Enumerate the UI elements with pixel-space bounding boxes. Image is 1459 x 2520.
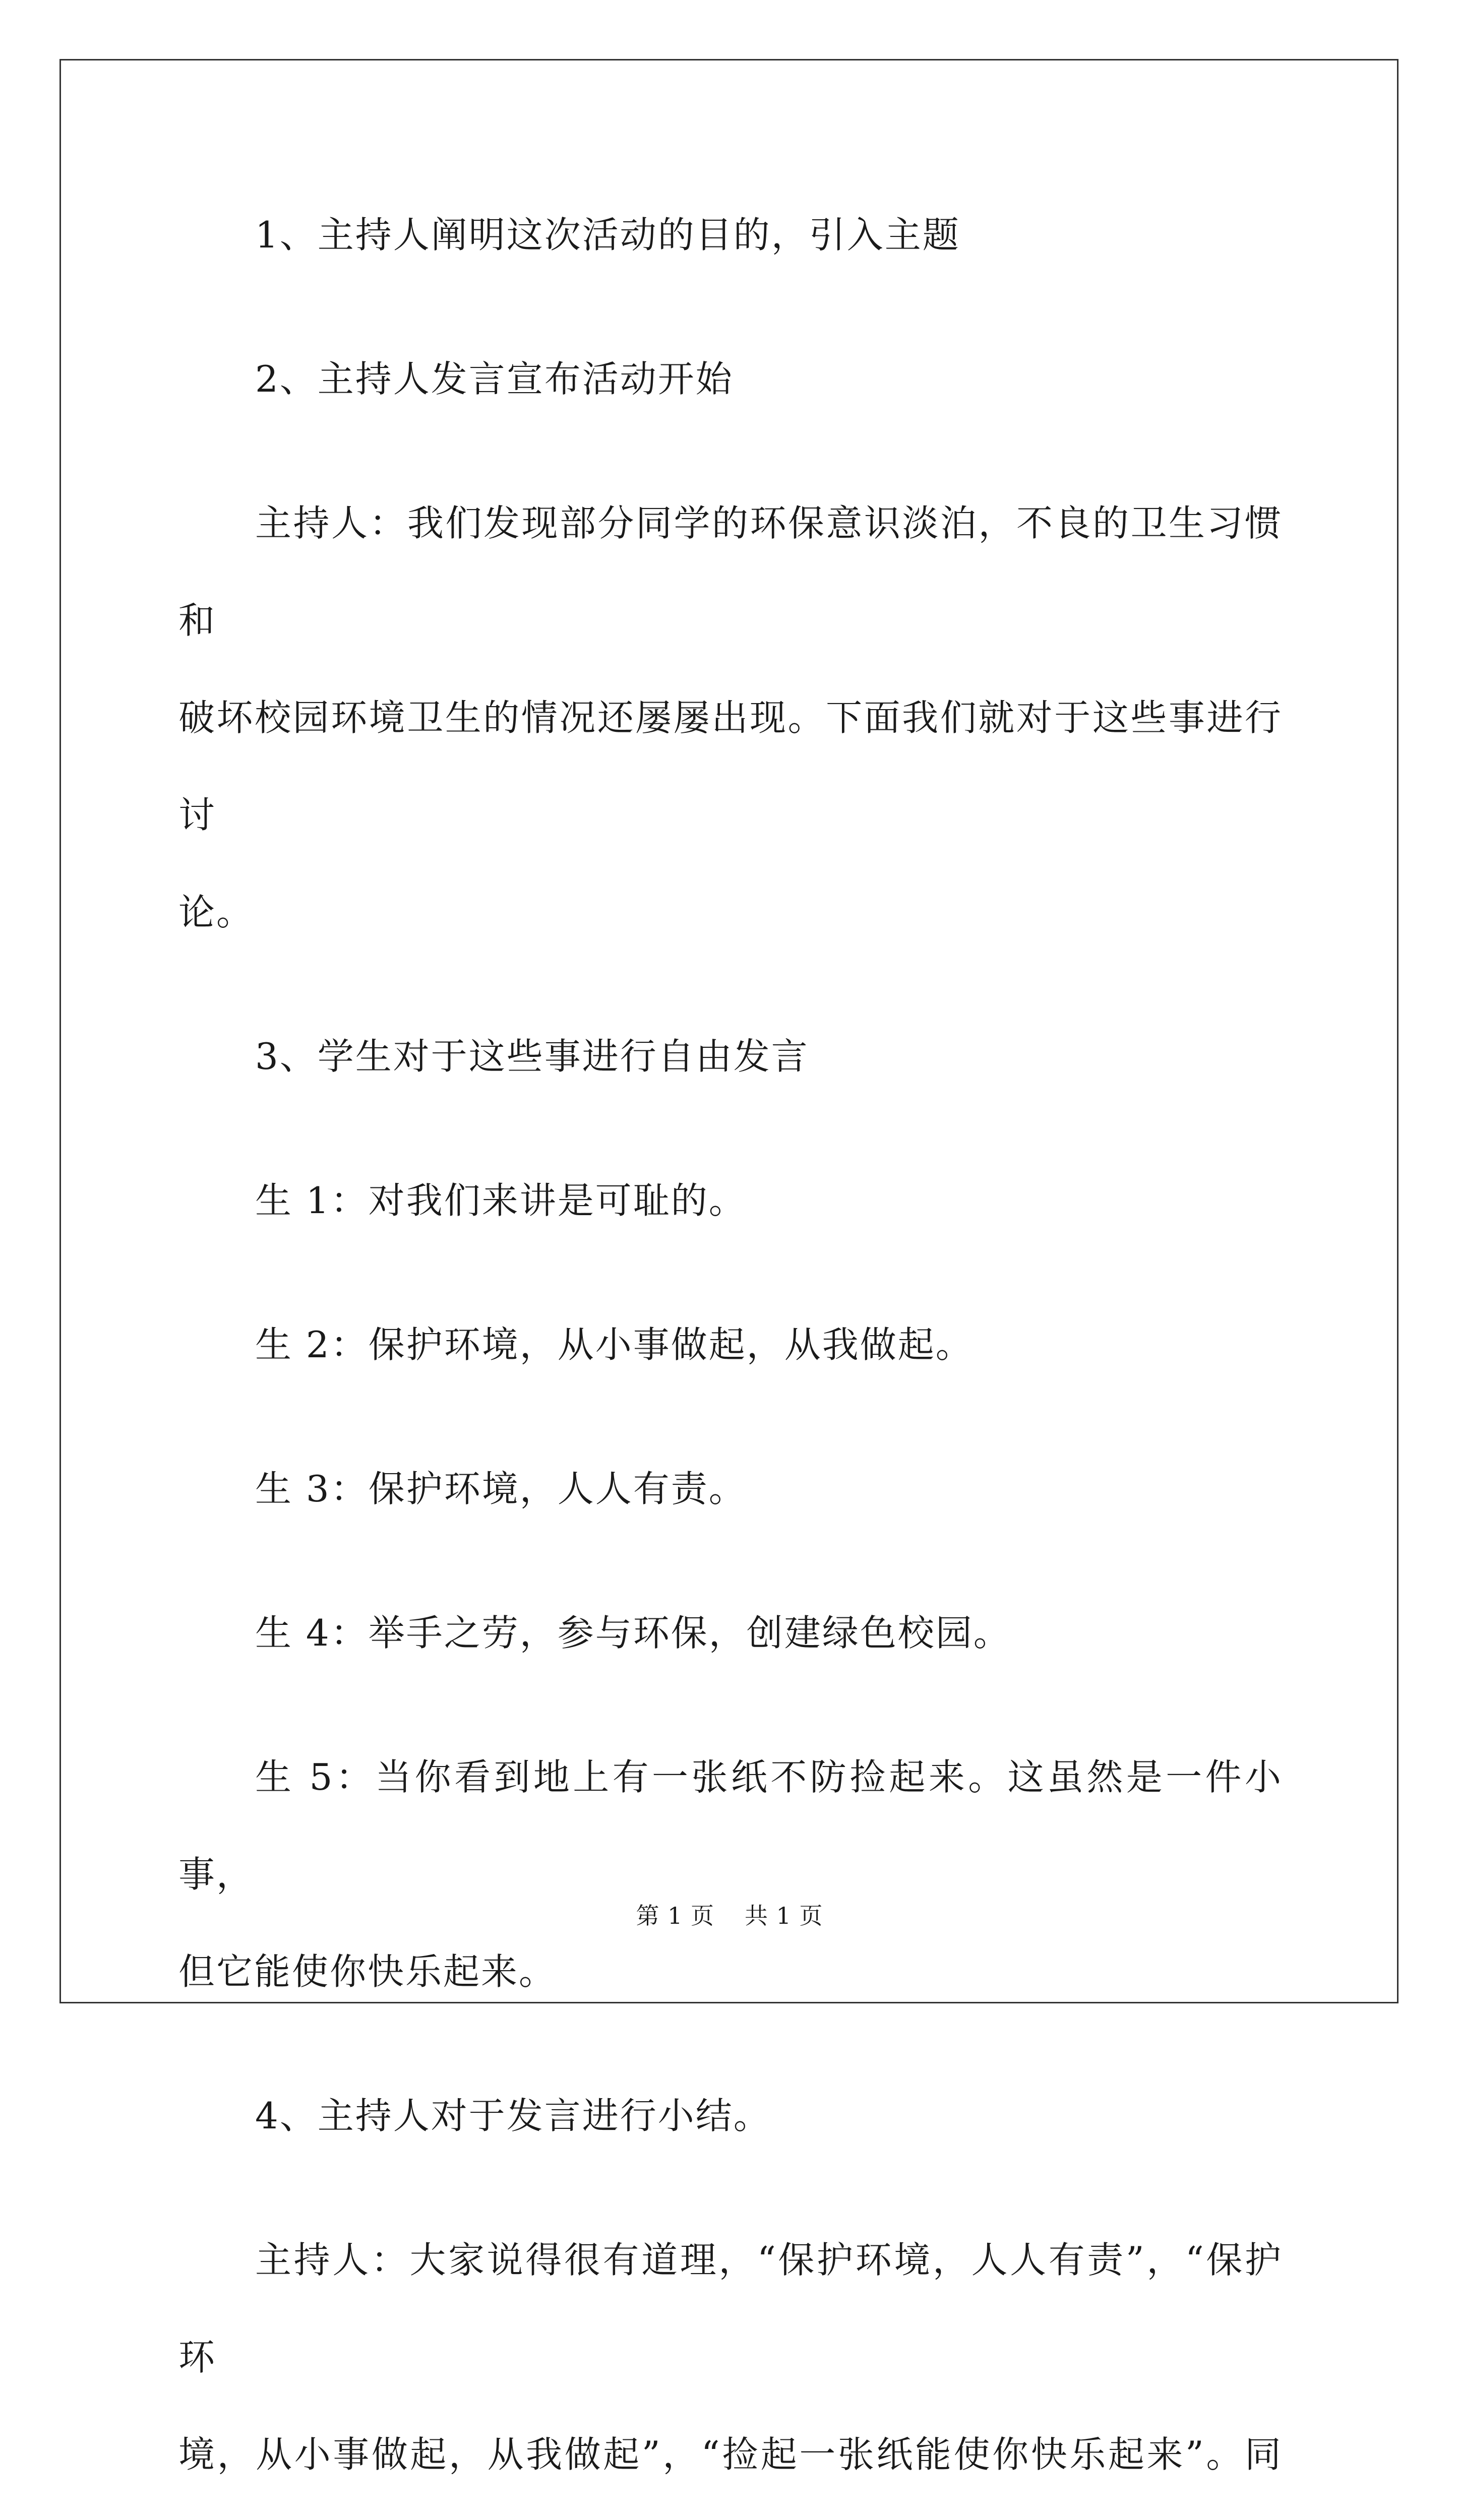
text-line: 生 1：对我们来讲是可耻的。 [255, 1179, 747, 1222]
paragraph-11 [178, 2212, 1283, 2520]
text-line: 3、学生对于这些事进行自由发言 [255, 1035, 809, 1078]
text-line: 2、主持人发言宣布活动开始 [255, 358, 734, 400]
text-line: 生 2：保护环境，从小事做起，从我做起。 [255, 1324, 974, 1366]
paragraph-5 [178, 1152, 1283, 1249]
text-line: 破坏校园环境卫生的情况还屡屡出现。下面我们就对于这些事进行讨 [178, 697, 1283, 836]
paragraph-8 [178, 1585, 1283, 1682]
paragraph-10 [178, 2067, 1283, 2165]
paragraph-2 [178, 331, 1283, 428]
document-body [178, 186, 1283, 2520]
text-line: 1、主持人阐明这次活动的目的，引入主题 [255, 214, 960, 256]
paragraph-9 [178, 1729, 1283, 2021]
paragraph-1 [178, 186, 1283, 284]
page-total: 共 1 页 [745, 1902, 823, 1929]
text-line: 生 4：举手之劳，参与环保，创建绿色校园。 [255, 1612, 1011, 1654]
page-number: 第 1 页 [636, 1902, 714, 1929]
paragraph-6 [178, 1296, 1283, 1394]
text-line: 生 5：当你看到地上有一张纸不防捡起来。这虽然是一件小事， [178, 1756, 1283, 1896]
text-line: 但它能使你快乐起来。 [178, 1950, 557, 1993]
paragraph-4 [178, 1008, 1283, 1105]
text-line: 主持人：大家说得很有道理，“保护环境，人人有责”，“保护环 [178, 2239, 1283, 2378]
text-line: 论。 [178, 891, 255, 933]
page-footer [0, 1898, 1459, 1931]
paragraph-3 [178, 475, 1283, 961]
paragraph-7 [178, 1440, 1283, 1538]
text-line: 4、主持人对于发言进行小结。 [255, 2095, 771, 2137]
text-line: 生 3：保护环境，人人有责。 [255, 1468, 747, 1510]
text-line: 主持人：我们发现部分同学的环保意识淡泊，不良的卫生习惯和 [178, 502, 1283, 642]
text-line: 境，从小事做起，从我做起”，“捡起一张纸能使你快乐起来”。同 [178, 2433, 1283, 2476]
